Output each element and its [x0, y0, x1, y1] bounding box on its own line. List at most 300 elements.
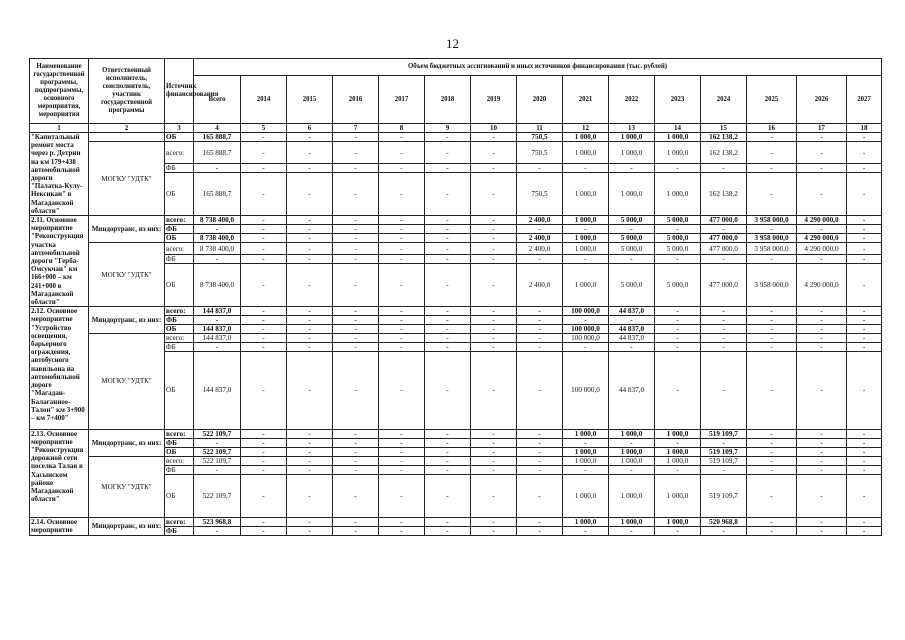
year-value-cell: 1 000,0 — [609, 517, 655, 526]
year-value-cell: 1 000,0 — [563, 429, 609, 438]
year-value-cell: 3 958 000,0 — [747, 243, 797, 255]
table-row — [30, 307, 882, 316]
source-cell: ОБ — [165, 474, 194, 517]
year-value-cell: - — [425, 307, 471, 316]
executor: Миндортранс, из них: — [89, 429, 165, 456]
year-value-cell: - — [379, 216, 425, 225]
year-value-cell: - — [517, 438, 563, 447]
year-value-cell: 519 109,7 — [701, 474, 747, 517]
year-value-cell: - — [847, 234, 882, 243]
year-value-cell: 519 109,7 — [701, 456, 747, 465]
year-value-cell: - — [471, 517, 517, 526]
year-value-cell: 2 400,0 — [517, 264, 563, 307]
year-value-cell: - — [797, 438, 847, 447]
year-value-cell: - — [241, 456, 287, 465]
header-year: 2015 — [287, 76, 333, 124]
header-year: 2024 — [701, 76, 747, 124]
year-value-cell: - — [797, 334, 847, 343]
year-value-cell: 520 968,8 — [701, 517, 747, 526]
source-cell: ОБ — [165, 325, 194, 334]
year-value-cell: - — [471, 352, 517, 429]
year-value-cell: - — [847, 526, 882, 535]
year-value-cell: - — [563, 526, 609, 535]
year-value-cell: - — [701, 325, 747, 334]
year-value-cell: - — [701, 352, 747, 429]
year-value-cell: 1 000,0 — [609, 447, 655, 456]
year-value-cell: - — [747, 316, 797, 325]
column-number: 4 — [194, 124, 241, 133]
source-cell: ОБ — [165, 264, 194, 307]
header-year: 2017 — [379, 76, 425, 124]
column-number: 6 — [287, 124, 333, 133]
year-value-cell: - — [471, 307, 517, 316]
year-value-cell: - — [747, 352, 797, 429]
year-value-cell: - — [701, 526, 747, 535]
year-value-cell: - — [333, 526, 379, 535]
year-value-cell: - — [797, 225, 847, 234]
page-number: 12 — [446, 36, 459, 51]
year-value-cell: - — [379, 255, 425, 264]
year-value-cell: - — [241, 133, 287, 142]
year-value-cell: - — [333, 216, 379, 225]
year-value-cell: - — [425, 316, 471, 325]
year-value-cell: - — [287, 225, 333, 234]
table-row — [30, 517, 882, 526]
source-cell: ОБ — [165, 352, 194, 429]
year-value-cell: - — [333, 225, 379, 234]
year-value-cell: - — [655, 334, 701, 343]
year-value-cell: 750,5 — [517, 133, 563, 142]
year-value-cell: - — [517, 526, 563, 535]
year-value-cell: - — [563, 316, 609, 325]
year-value-cell: 2 400,0 — [517, 243, 563, 255]
year-value-cell: - — [471, 474, 517, 517]
year-value-cell: - — [471, 264, 517, 307]
header-year: 2027 — [847, 76, 882, 124]
year-value-cell: 44 837,0 — [609, 307, 655, 316]
year-value-cell: - — [287, 352, 333, 429]
executor-empty — [89, 133, 165, 142]
year-value-cell: - — [701, 316, 747, 325]
year-value-cell: - — [847, 225, 882, 234]
source-cell: ФБ — [165, 255, 194, 264]
year-value-cell: - — [333, 243, 379, 255]
year-value-cell: - — [471, 438, 517, 447]
year-value-cell: 1 000,0 — [655, 142, 701, 164]
year-value-cell: - — [379, 343, 425, 352]
executor: МОГКУ "УДТК" — [89, 456, 165, 517]
year-value-cell: - — [379, 325, 425, 334]
total-cell: 523 968,8 — [194, 517, 241, 526]
executor: Миндортранс, из них: — [89, 517, 165, 535]
year-value-cell: - — [425, 133, 471, 142]
year-value-cell: - — [847, 142, 882, 164]
table-row — [30, 429, 882, 438]
year-value-cell: - — [747, 465, 797, 474]
year-value-cell: - — [797, 173, 847, 216]
year-value-cell: - — [517, 447, 563, 456]
year-value-cell: - — [797, 429, 847, 438]
year-value-cell: - — [517, 352, 563, 429]
year-value-cell: - — [287, 429, 333, 438]
year-value-cell: - — [517, 164, 563, 173]
table-row — [30, 216, 882, 225]
year-value-cell: - — [517, 465, 563, 474]
year-value-cell: - — [747, 225, 797, 234]
header-name: Наименование государственной программы, подпрограммы, основного мероприятия, мероприятия — [30, 59, 89, 124]
year-value-cell: 1 000,0 — [609, 456, 655, 465]
year-value-cell: 477 000,0 — [701, 264, 747, 307]
year-value-cell: - — [379, 142, 425, 164]
year-value-cell: 44 837,0 — [609, 334, 655, 343]
year-value-cell: - — [425, 255, 471, 264]
year-value-cell: - — [655, 307, 701, 316]
table-row — [30, 456, 882, 465]
total-cell: 144 837,0 — [194, 325, 241, 334]
year-value-cell: - — [425, 447, 471, 456]
year-value-cell: - — [333, 133, 379, 142]
total-cell: - — [194, 164, 241, 173]
executor: Миндортранс, из них: — [89, 307, 165, 334]
year-value-cell: 3 958 000,0 — [747, 264, 797, 307]
year-value-cell: - — [241, 164, 287, 173]
year-value-cell: - — [609, 438, 655, 447]
year-value-cell: - — [287, 447, 333, 456]
total-cell: - — [194, 526, 241, 535]
year-value-cell: - — [797, 343, 847, 352]
total-cell: 165 888,7 — [194, 133, 241, 142]
header-year: 2022 — [609, 76, 655, 124]
year-value-cell: - — [655, 164, 701, 173]
year-value-cell: 477 000,0 — [701, 243, 747, 255]
year-value-cell: - — [333, 142, 379, 164]
source-cell: всего: — [165, 334, 194, 343]
column-number: 7 — [333, 124, 379, 133]
year-value-cell: - — [241, 243, 287, 255]
year-value-cell: - — [471, 255, 517, 264]
column-number: 13 — [609, 124, 655, 133]
year-value-cell: - — [847, 474, 882, 517]
header-total: Всего — [194, 76, 241, 124]
year-value-cell: - — [471, 225, 517, 234]
total-cell: 8 738 400,0 — [194, 216, 241, 225]
year-value-cell: 1 000,0 — [655, 429, 701, 438]
year-value-cell: - — [701, 334, 747, 343]
year-value-cell: - — [517, 325, 563, 334]
year-value-cell: 1 000,0 — [655, 456, 701, 465]
header-executor: Ответственный исполнитель, соисполнитель, участник государственной программы — [89, 59, 165, 124]
year-value-cell: 5 000,0 — [655, 234, 701, 243]
total-cell: 522 109,7 — [194, 456, 241, 465]
column-number: 12 — [563, 124, 609, 133]
year-value-cell: - — [747, 517, 797, 526]
year-value-cell: - — [563, 164, 609, 173]
header-year: 2025 — [747, 76, 797, 124]
year-value-cell: 1 000,0 — [655, 447, 701, 456]
year-value-cell: - — [379, 264, 425, 307]
year-value-cell: - — [333, 429, 379, 438]
year-value-cell: 477 000,0 — [701, 216, 747, 225]
year-value-cell: - — [517, 255, 563, 264]
year-value-cell: - — [333, 307, 379, 316]
year-value-cell: - — [701, 164, 747, 173]
year-value-cell: - — [425, 325, 471, 334]
year-value-cell: - — [701, 255, 747, 264]
column-number: 8 — [379, 124, 425, 133]
year-value-cell: - — [797, 255, 847, 264]
year-value-cell: - — [847, 438, 882, 447]
year-value-cell: - — [471, 343, 517, 352]
source-cell: всего: — [165, 307, 194, 316]
column-number: 15 — [701, 124, 747, 133]
year-value-cell: - — [609, 526, 655, 535]
year-value-cell: - — [701, 465, 747, 474]
year-value-cell: - — [241, 264, 287, 307]
year-value-cell: - — [847, 243, 882, 255]
column-number: 1 — [30, 124, 89, 133]
year-value-cell: - — [379, 447, 425, 456]
executor: МОГКУ "УДТК" — [89, 334, 165, 429]
year-value-cell: - — [241, 142, 287, 164]
year-value-cell: - — [333, 456, 379, 465]
year-value-cell: 1 000,0 — [563, 264, 609, 307]
year-value-cell: - — [287, 255, 333, 264]
year-value-cell: - — [287, 526, 333, 535]
total-cell: 522 109,7 — [194, 447, 241, 456]
year-value-cell: 1 000,0 — [655, 474, 701, 517]
year-value-cell: - — [287, 164, 333, 173]
source-cell: всего: — [165, 429, 194, 438]
year-value-cell: 5 000,0 — [609, 234, 655, 243]
year-value-cell: - — [797, 316, 847, 325]
year-value-cell: - — [333, 255, 379, 264]
year-value-cell: - — [425, 429, 471, 438]
year-value-cell: - — [287, 325, 333, 334]
year-value-cell: - — [517, 307, 563, 316]
year-value-cell: - — [847, 352, 882, 429]
year-value-cell: - — [241, 216, 287, 225]
year-value-cell: - — [425, 225, 471, 234]
source-cell: ФБ — [165, 343, 194, 352]
year-value-cell: - — [241, 225, 287, 234]
source-cell: ОБ — [165, 234, 194, 243]
year-value-cell: - — [655, 343, 701, 352]
year-value-cell: - — [655, 255, 701, 264]
year-value-cell: - — [379, 243, 425, 255]
year-value-cell: - — [747, 164, 797, 173]
year-value-cell: - — [287, 243, 333, 255]
year-value-cell: - — [609, 225, 655, 234]
year-value-cell: - — [241, 447, 287, 456]
year-value-cell: - — [425, 243, 471, 255]
year-value-cell: - — [797, 352, 847, 429]
source-cell: ОБ — [165, 133, 194, 142]
year-value-cell: 1 000,0 — [609, 133, 655, 142]
year-value-cell: - — [701, 307, 747, 316]
header-year: 2020 — [517, 76, 563, 124]
year-value-cell: - — [747, 142, 797, 164]
year-value-cell: - — [379, 234, 425, 243]
year-value-cell: 5 000,0 — [655, 264, 701, 307]
year-value-cell: - — [517, 334, 563, 343]
year-value-cell: 5 000,0 — [609, 243, 655, 255]
year-value-cell: - — [287, 264, 333, 307]
total-cell: - — [194, 225, 241, 234]
year-value-cell: - — [563, 225, 609, 234]
year-value-cell: 1 000,0 — [609, 142, 655, 164]
year-value-cell: - — [471, 465, 517, 474]
year-value-cell: 4 290 000,0 — [797, 243, 847, 255]
year-value-cell: - — [333, 234, 379, 243]
year-value-cell: 477 000,0 — [701, 234, 747, 243]
year-value-cell: 1 000,0 — [655, 517, 701, 526]
year-value-cell: - — [517, 343, 563, 352]
year-value-cell: 5 000,0 — [609, 216, 655, 225]
year-value-cell: - — [609, 255, 655, 264]
year-value-cell: 1 000,0 — [563, 456, 609, 465]
year-value-cell: - — [287, 142, 333, 164]
header-year: 2018 — [425, 76, 471, 124]
year-value-cell: - — [287, 173, 333, 216]
year-value-cell: 5 000,0 — [655, 216, 701, 225]
year-value-cell: - — [847, 216, 882, 225]
year-value-cell: - — [471, 334, 517, 343]
year-value-cell: - — [333, 164, 379, 173]
year-value-cell: - — [425, 352, 471, 429]
total-cell: 8 738 400,0 — [194, 243, 241, 255]
total-cell: 144 837,0 — [194, 334, 241, 343]
year-value-cell: - — [287, 216, 333, 225]
year-value-cell: - — [747, 133, 797, 142]
year-value-cell: - — [471, 133, 517, 142]
year-value-cell: - — [471, 142, 517, 164]
year-value-cell: - — [517, 517, 563, 526]
year-value-cell: - — [747, 438, 797, 447]
year-value-cell: - — [241, 316, 287, 325]
year-value-cell: - — [471, 325, 517, 334]
year-value-cell: - — [517, 429, 563, 438]
year-value-cell: - — [517, 316, 563, 325]
year-value-cell: 4 290 000,0 — [797, 264, 847, 307]
source-cell: всего: — [165, 243, 194, 255]
year-value-cell: - — [241, 438, 287, 447]
total-cell: - — [194, 255, 241, 264]
year-value-cell: - — [287, 517, 333, 526]
year-value-cell: - — [847, 133, 882, 142]
year-value-cell: - — [287, 465, 333, 474]
year-value-cell: - — [287, 343, 333, 352]
year-value-cell: - — [847, 429, 882, 438]
year-value-cell: - — [333, 474, 379, 517]
year-value-cell: - — [241, 474, 287, 517]
year-value-cell: - — [847, 343, 882, 352]
column-number: 11 — [517, 124, 563, 133]
source-cell: всего: — [165, 216, 194, 225]
year-value-cell: - — [379, 307, 425, 316]
year-value-cell: - — [797, 307, 847, 316]
column-number: 18 — [847, 124, 882, 133]
year-value-cell: - — [241, 234, 287, 243]
year-value-cell: - — [747, 456, 797, 465]
header-year: 2019 — [471, 76, 517, 124]
total-cell: - — [194, 438, 241, 447]
year-value-cell: 519 109,7 — [701, 429, 747, 438]
year-value-cell: - — [563, 465, 609, 474]
year-value-cell: - — [847, 517, 882, 526]
header-group: Объем бюджетных ассигнований и иных источников финансирования (тыс. рублей) — [194, 59, 882, 76]
year-value-cell: - — [747, 334, 797, 343]
year-value-cell: - — [471, 429, 517, 438]
year-value-cell: 162 138,2 — [701, 133, 747, 142]
year-value-cell: - — [425, 438, 471, 447]
table-row — [30, 133, 882, 142]
year-value-cell: - — [471, 316, 517, 325]
year-value-cell: - — [425, 164, 471, 173]
year-value-cell: - — [847, 173, 882, 216]
year-value-cell: - — [379, 438, 425, 447]
total-cell: - — [194, 343, 241, 352]
year-value-cell: - — [517, 225, 563, 234]
year-value-cell: 162 138,2 — [701, 173, 747, 216]
year-value-cell: - — [379, 334, 425, 343]
year-value-cell: - — [471, 243, 517, 255]
executor: МОГКУ "УДТК" — [89, 142, 165, 216]
financing-table — [29, 58, 882, 536]
year-value-cell: - — [241, 526, 287, 535]
year-value-cell: - — [241, 307, 287, 316]
year-value-cell: - — [379, 316, 425, 325]
year-value-cell: - — [609, 164, 655, 173]
year-value-cell: 1 000,0 — [609, 173, 655, 216]
year-value-cell: - — [797, 517, 847, 526]
year-value-cell: - — [379, 526, 425, 535]
year-value-cell: - — [747, 526, 797, 535]
year-value-cell: - — [747, 307, 797, 316]
year-value-cell: - — [241, 343, 287, 352]
year-value-cell: - — [379, 225, 425, 234]
year-value-cell: - — [517, 456, 563, 465]
year-value-cell: 2 400,0 — [517, 234, 563, 243]
year-value-cell: 519 109,7 — [701, 447, 747, 456]
total-cell: 165 888,7 — [194, 173, 241, 216]
year-value-cell: 100 000,0 — [563, 307, 609, 316]
year-value-cell: - — [701, 343, 747, 352]
source-cell: ФБ — [165, 526, 194, 535]
year-value-cell: 5 000,0 — [609, 264, 655, 307]
source-cell: ФБ — [165, 438, 194, 447]
year-value-cell: - — [425, 334, 471, 343]
year-value-cell: - — [655, 526, 701, 535]
measure-name: "Капитальный ремонт моста через р. Детрин на км 179+438 автомобильной дороги "Палатка-Кулу-Нексикан" в Магаданской области" — [30, 133, 89, 216]
header-year: 2014 — [241, 76, 287, 124]
year-value-cell: - — [655, 352, 701, 429]
year-value-cell: - — [333, 343, 379, 352]
year-value-cell: - — [797, 465, 847, 474]
table-row — [30, 334, 882, 343]
year-value-cell: - — [287, 456, 333, 465]
table-row — [30, 243, 882, 255]
column-number: 2 — [89, 124, 165, 133]
column-number: 14 — [655, 124, 701, 133]
year-value-cell: - — [425, 173, 471, 216]
year-value-cell: - — [379, 429, 425, 438]
year-value-cell: - — [847, 307, 882, 316]
year-value-cell: - — [241, 334, 287, 343]
year-value-cell: - — [655, 325, 701, 334]
year-value-cell: 1 000,0 — [563, 517, 609, 526]
year-value-cell: - — [655, 438, 701, 447]
year-value-cell: 1 000,0 — [563, 216, 609, 225]
